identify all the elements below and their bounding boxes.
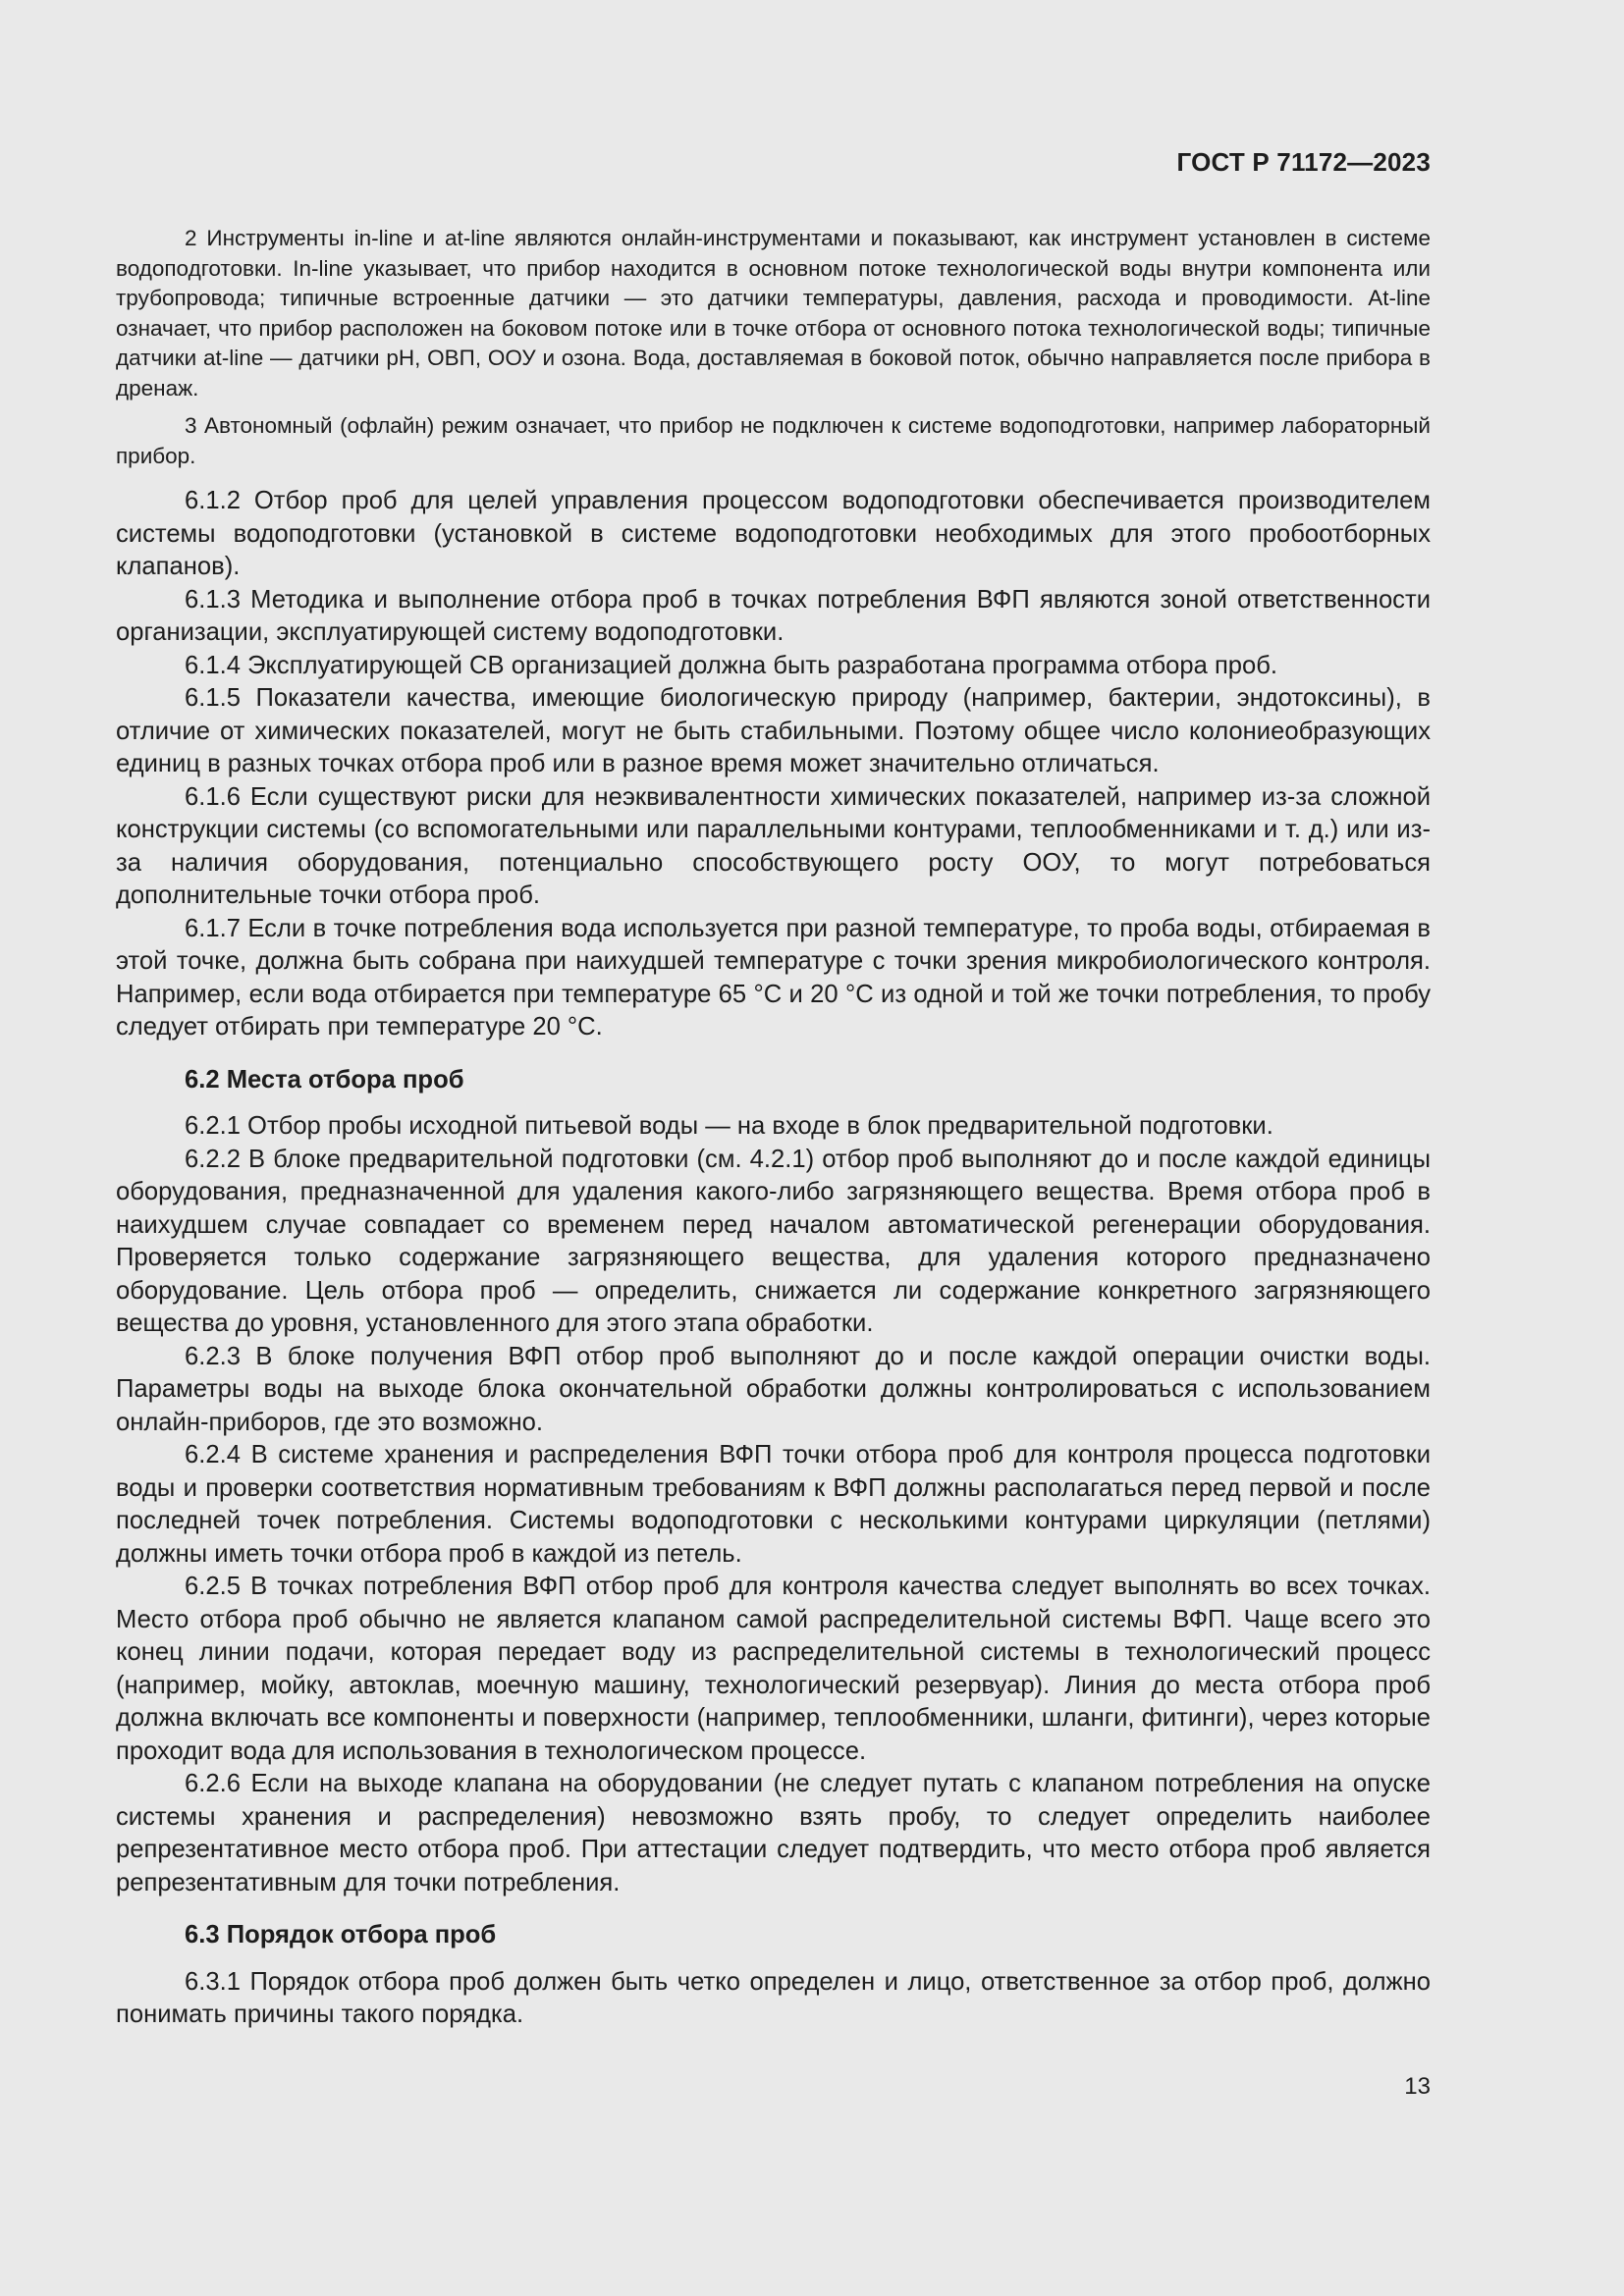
paragraph-6-1-4: 6.1.4 Эксплуатирующей СВ организацией должна быть разработана программа отбора проб. <box>185 651 1278 679</box>
note-3: 3 Автономный (офлайн) режим означает, что прибор не подключен к системе водоподготовки, например лабораторный прибор. <box>116 413 1431 468</box>
paragraph-6-2-4: 6.2.4 В системе хранения и распределения ВФП точки отбора проб для контроля процесса подготовки воды и проверки соответствия нормативным требованиям к ВФП должны располагаться перед первой и после последней точек потребления. Системы водоподготовки с несколькими контурами циркуляции (петлями) должны иметь точки отбора проб в каждой из петель. <box>116 1441 1431 1568</box>
page-number: 13 <box>1404 2073 1431 2100</box>
paragraph-6-1-6: 6.1.6 Если существуют риски для неэквивалентности химических показателей, например из-за сложной конструкции системы (со вспомогательными или параллельными контурами, теплообменниками и т. д.) или из-за наличия оборудования, потенциально способствующего росту ООУ, то могут потребоваться дополнительные точки отбора проб. <box>116 782 1431 909</box>
note-2: 2 Инструменты in-line и at-line являются онлайн-инструментами и показывают, как инструмент установлен в системе водоподготовки. In-line указывает, что прибор находится в основном потоке технологической воды внутри компонента или трубопровода; типичные встроенные датчики — это датчики температуры, давления, расхода и проводимости. At-line означает, что прибор расположен на боковом потоке или в точке отбора от основного потока технологической воды; типичные датчики at-line — датчики pH, ОВП, ООУ и озона. Вода, доставляемая в боковой поток, обычно направляется после прибора в дренаж. <box>116 226 1431 400</box>
paragraph-6-3-1: 6.3.1 Порядок отбора проб должен быть четко определен и лицо, ответственное за отбор проб, должно понимать причины такого порядка. <box>116 1967 1431 2028</box>
paragraph-6-1-5: 6.1.5 Показатели качества, имеющие биологическую природу (например, бактерии, эндотоксины), в отличие от химических показателей, могут не быть стабильными. Поэтому общее число колониеобразующих единиц в разных точках отбора проб или в разное время может значительно отличаться. <box>116 684 1431 777</box>
page-content <box>116 224 1431 2032</box>
paragraph-6-1-2: 6.1.2 Отбор проб для целей управления процессом водоподготовки обеспечивается производителем системы водоподготовки (установкой в системе водоподготовки необходимых для этого пробоотборных клапанов). <box>116 487 1431 580</box>
paragraph-6-1-3: 6.1.3 Методика и выполнение отбора проб в точках потребления ВФП являются зоной ответственности организации, эксплуатирующей систему водоподготовки. <box>116 585 1431 646</box>
paragraph-6-1-7: 6.1.7 Если в точке потребления вода используется при разной температуре, то проба воды, отбираемая в этой точке, должна быть собрана при наихудшей температуре с точки зрения микробиологического контроля. Например, если вода отбирается при температуре 65 °С и 20 °С из одной и той же точки потребления, то пробу следует отбирать при температуре 20 °С. <box>116 914 1431 1041</box>
paragraph-6-2-1: 6.2.1 Отбор пробы исходной питьевой воды — на входе в блок предварительной подготовки. <box>185 1112 1273 1140</box>
paragraph-6-2-6: 6.2.6 Если на выходе клапана на оборудовании (не следует путать с клапаном потребления на опуске системы хранения и распределения) невозможно взять пробу, то следует определить наиболее репрезентативное место отбора проб. При аттестации следует подтвердить, что место отбора проб является репрезентативным для точки потребления. <box>116 1770 1431 1896</box>
section-heading-6-3: 6.3 Порядок отбора проб <box>185 1921 497 1949</box>
paragraph-6-2-5: 6.2.5 В точках потребления ВФП отбор проб для контроля качества следует выполнять во всех точках. Место отбора проб обычно не является клапаном самой распределительной системы ВФП. Чаще всего это конец линии подачи, которая передает воду из распределительной системы в технологический процесс (например, мойку, автоклав, моечную машину, технологический резервуар). Линия до места отбора проб должна включать все компоненты и поверхности (например, теплообменники, шланги, фитинги), через которые проходит вода для использования в технологическом процессе. <box>116 1573 1431 1765</box>
paragraph-6-2-3: 6.2.3 В блоке получения ВФП отбор проб выполняют до и после каждой операции очистки воды. Параметры воды на выходе блока окончательной обработки должны контролироваться с использованием онлайн-приборов, где это возможно. <box>116 1342 1431 1436</box>
paragraph-6-2-2: 6.2.2 В блоке предварительной подготовки (см. 4.2.1) отбор проб выполняют до и после каждой единицы оборудования, предназначенной для удаления какого-либо загрязняющего вещества. Время отбора проб в наихудшем случае совпадает со временем перед началом автоматической регенерации оборудования. Проверяется только содержание загрязняющего вещества, для удаления которого предназначено оборудование. Цель отбора проб — определить, снижается ли содержание конкретного загрязняющего вещества до уровня, установленного для этого этапа обработки. <box>116 1145 1431 1337</box>
section-heading-6-2: 6.2 Места отбора проб <box>185 1065 464 1094</box>
standard-number-header: ГОСТ Р 71172—2023 <box>1176 147 1431 177</box>
